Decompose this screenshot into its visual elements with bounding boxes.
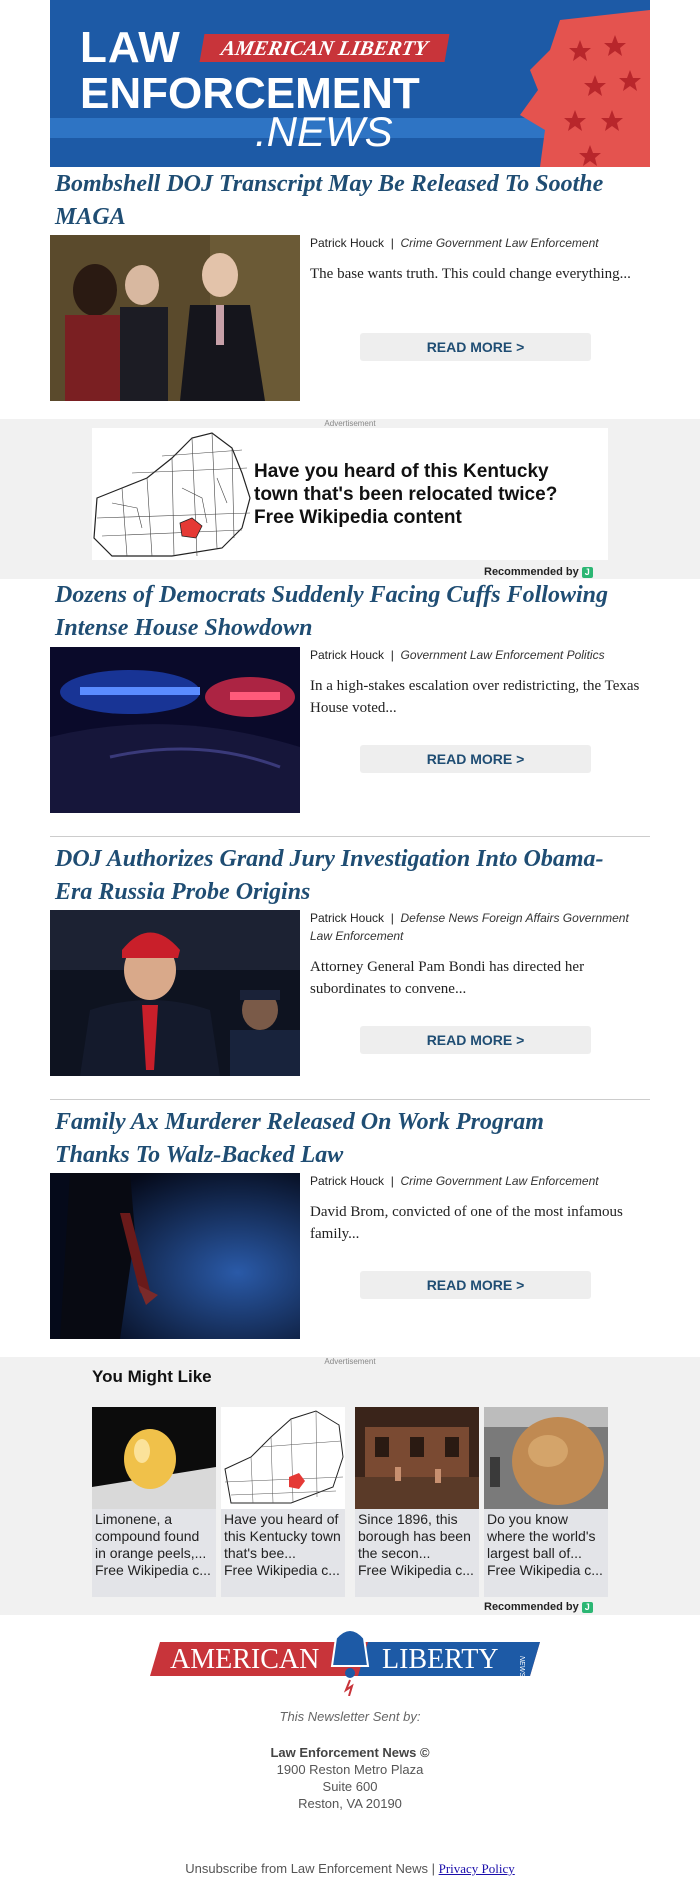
author-1[interactable]: Patrick Houck xyxy=(310,236,385,250)
american-liberty-logo[interactable] xyxy=(150,1618,550,1696)
article-meta-2 xyxy=(310,646,650,664)
sent-by-label: This Newsletter Sent by: xyxy=(279,1709,421,1724)
categories-1[interactable]: Crime Government Law Enforcement xyxy=(400,236,599,250)
ad-card-kentucky[interactable] xyxy=(92,428,608,560)
banner-enforcement-text: ENFORCEMENT xyxy=(80,69,420,118)
privacy-policy-link[interactable]: Privacy Policy xyxy=(438,1861,515,1876)
article-title-3[interactable]: DOJ Authorizes Grand Jury Investigation Into Obama-Era Russia Probe Origins xyxy=(55,846,604,905)
divider xyxy=(50,1099,650,1100)
jeeng-logo-icon: J xyxy=(582,567,593,578)
logo-suffix-text: NEWS xyxy=(518,1656,525,1677)
meta-separator: | xyxy=(390,911,394,925)
sender-org: Law Enforcement News © xyxy=(270,1745,430,1760)
article-excerpt-2: In a high-stakes escalation over redistricting, the Texas House voted... xyxy=(310,678,640,716)
categories-4[interactable]: Crime Government Law Enforcement xyxy=(400,1174,599,1188)
address-line-3: Reston, VA 20190 xyxy=(298,1796,402,1811)
banner-law-text: LAW xyxy=(80,23,181,72)
article-image-1[interactable] xyxy=(50,235,300,401)
author-2[interactable]: Patrick Houck xyxy=(310,648,385,662)
author-3[interactable]: Patrick Houck xyxy=(310,911,385,925)
recommended-by-1[interactable] xyxy=(484,566,593,578)
recommended-label-2: Recommended by xyxy=(484,1601,579,1613)
card-title[interactable]: Do you know where the world's largest ball of... xyxy=(487,1511,596,1561)
logo-left-text: AMERICAN xyxy=(170,1644,320,1675)
recommendation-card[interactable] xyxy=(92,1407,216,1597)
article-image-4[interactable] xyxy=(50,1173,300,1339)
article-excerpt-3: Attorney General Pam Bondi has directed her subordinates to convene... xyxy=(310,959,585,997)
article-title-4[interactable]: Family Ax Murderer Released On Work Program Thanks To Walz-Backed Law xyxy=(55,1109,544,1168)
logo-right-text: LIBERTY xyxy=(382,1644,499,1675)
card-image xyxy=(92,1407,216,1509)
logo-graphic xyxy=(150,1618,550,1696)
card-source: Free Wikipedia c... xyxy=(358,1562,474,1578)
card-source: Free Wikipedia c... xyxy=(224,1562,340,1578)
article-excerpt-4: David Brom, convicted of one of the most infamous family... xyxy=(310,1204,623,1242)
divider xyxy=(50,836,650,837)
categories-2[interactable]: Government Law Enforcement Politics xyxy=(400,648,605,662)
address-line-1: 1900 Reston Metro Plaza xyxy=(276,1762,424,1777)
card-source: Free Wikipedia c... xyxy=(487,1562,603,1578)
meta-separator: | xyxy=(390,236,394,250)
recommendation-card[interactable] xyxy=(221,1407,345,1597)
card-title[interactable]: Have you heard of this Kentucky town that's bee... xyxy=(224,1511,341,1561)
recommended-label-1: Recommended by xyxy=(484,566,579,578)
article-excerpt-1: The base wants truth. This could change everything... xyxy=(310,266,631,282)
author-4[interactable]: Patrick Houck xyxy=(310,1174,385,1188)
recommended-by-2[interactable] xyxy=(484,1601,593,1613)
article-image-2[interactable] xyxy=(50,647,300,813)
card-image xyxy=(484,1407,608,1509)
flag-silhouette-graphic xyxy=(520,10,650,167)
sender-address xyxy=(0,1744,700,1812)
meta-separator: | xyxy=(390,648,394,662)
you-might-like-heading: You Might Like xyxy=(92,1367,212,1386)
banner-news-text: .NEWS xyxy=(255,108,393,155)
categories-3[interactable]: Defense News Foreign Affairs Government Law Enforcement xyxy=(310,911,629,943)
read-more-button-1[interactable]: READ MORE > xyxy=(360,333,591,361)
unsubscribe-link[interactable]: Unsubscribe from Law Enforcement News | xyxy=(185,1861,435,1876)
article-photo-1 xyxy=(50,235,300,401)
article-photo-2 xyxy=(50,647,300,813)
article-meta-3 xyxy=(310,909,650,945)
article-title-1[interactable]: Bombshell DOJ Transcript May Be Released To Soothe MAGA xyxy=(55,171,604,230)
recommendation-card[interactable] xyxy=(355,1407,479,1597)
meta-separator: | xyxy=(390,1174,394,1188)
card-image xyxy=(221,1407,345,1509)
card-title[interactable]: Limonene, a compound found in orange peels,... xyxy=(95,1511,207,1561)
article-title-2[interactable]: Dozens of Democrats Suddenly Facing Cuffs Following Intense House Showdown xyxy=(55,582,608,641)
article-meta-1 xyxy=(310,234,650,252)
kentucky-map-image xyxy=(92,428,252,560)
header-banner[interactable] xyxy=(50,0,650,167)
read-more-button-4[interactable]: READ MORE > xyxy=(360,1271,591,1299)
article-photo-3 xyxy=(50,910,300,1076)
article-photo-4 xyxy=(50,1173,300,1339)
card-title[interactable]: Since 1896, this borough has been the secon... xyxy=(358,1511,471,1561)
read-more-button-2[interactable]: READ MORE > xyxy=(360,745,591,773)
card-image xyxy=(355,1407,479,1509)
jeeng-logo-icon: J xyxy=(582,1602,593,1613)
ad-label-2: Advertisement xyxy=(324,1357,376,1366)
ad-headline-1[interactable]: Have you heard of this Kentucky town that's been relocated twice? Free Wikipedia content xyxy=(254,461,558,528)
banner-brand-badge xyxy=(200,34,450,62)
read-more-button-3[interactable]: READ MORE > xyxy=(360,1026,591,1054)
banner-brand-text: AMERICAN LIBERTY xyxy=(219,36,430,60)
recommendation-card[interactable] xyxy=(484,1407,608,1597)
address-line-2: Suite 600 xyxy=(322,1779,378,1794)
card-source: Free Wikipedia c... xyxy=(95,1562,211,1578)
article-image-3[interactable] xyxy=(50,910,300,1076)
ad-label-1: Advertisement xyxy=(324,419,376,428)
article-meta-4 xyxy=(310,1172,650,1190)
footer-links xyxy=(0,1861,700,1877)
